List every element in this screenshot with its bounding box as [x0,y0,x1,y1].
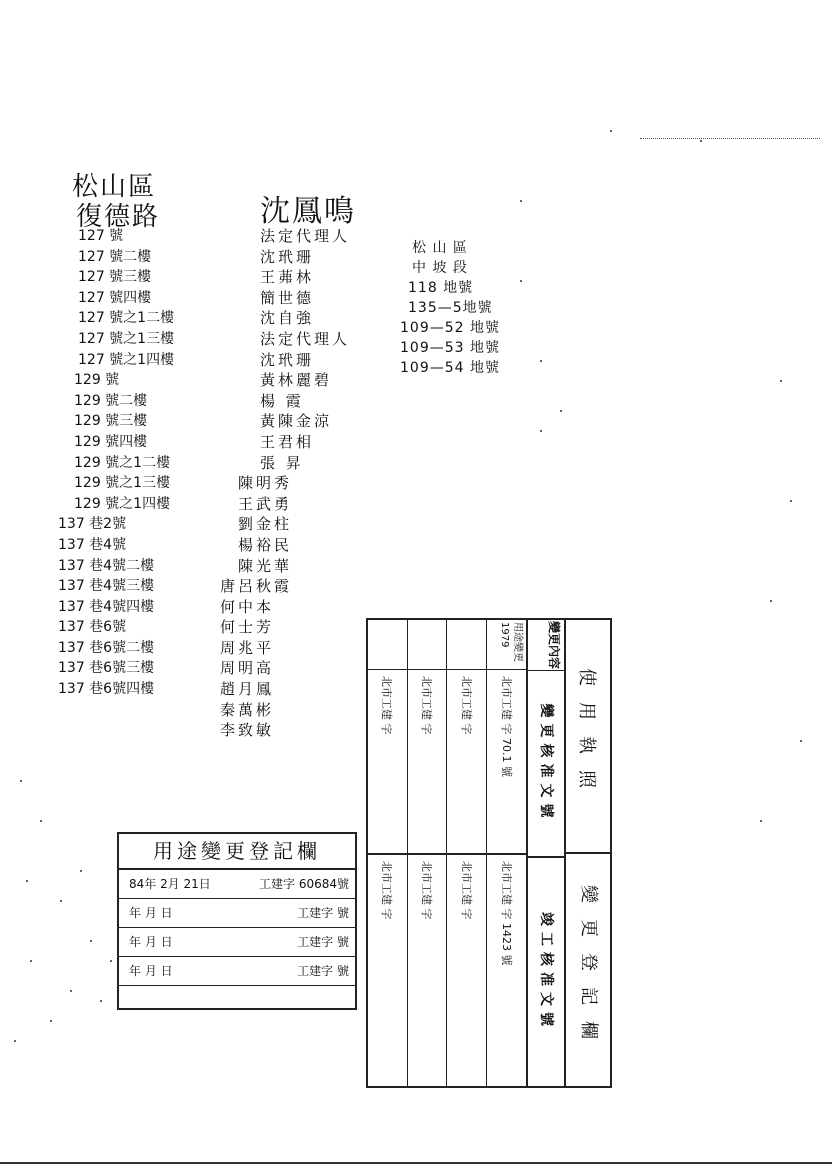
owner-entry: 王茀林 [260,268,315,287]
address-entry: 129 號之1二樓 [74,454,171,471]
address-entry: 127 號三樓 [78,269,152,286]
owner-entry: 王武勇 [238,494,293,513]
land-entry: 109—54 地號 [400,360,500,376]
land-entry: 118 地號 [408,280,474,296]
address-entry: 127 號二樓 [78,248,152,265]
usage-change-row [119,957,355,986]
owner-entry: 秦萬彬 [220,700,275,719]
scan-speck [540,430,542,432]
scan-speck [560,410,562,412]
usage-row-number: 工建字 號 [297,964,349,978]
scan-speck [50,1020,52,1022]
usage-row-date: 年 月 日 [129,935,173,949]
address-entry: 129 號之1三樓 [74,475,171,492]
license-row-approve: 北市工建 字 [408,670,447,855]
scan-speck [20,780,22,782]
land-entry: 109—52 地號 [400,320,500,336]
scan-speck [770,600,772,602]
scan-artifact-line [0,1162,832,1164]
scan-speck [80,870,82,872]
address-entry: 137 巷6號三樓 [58,660,155,677]
license-row-approve: 北市工建 字 [368,670,407,855]
owner-entry: 陳光華 [238,556,293,575]
license-row-complete: 北市工建 字 [420,861,434,920]
address-entry: 137 巷2號 [58,516,127,533]
usage-row-number: 工建字 號 [297,906,349,920]
owner-entry: 沈玳珊 [260,247,315,266]
owner-entry: 楊裕民 [238,535,293,554]
scan-speck [110,960,112,962]
address-entry: 127 號之1三樓 [78,330,175,347]
license-row-complete: 北市工建 字 1423 號 [499,861,513,966]
owner-entry: 張 昇 [260,453,304,472]
owner-entry: 何士芳 [220,618,275,637]
address-entry: 127 號之1二樓 [78,310,175,327]
land-entry: 中 坡 段 [412,260,468,276]
owner-entry: 周兆平 [220,638,275,657]
license-row [407,620,447,1086]
address-entry: 129 號之1四樓 [74,495,171,512]
land-entry: 135—5地號 [408,300,493,316]
scan-speck [70,990,72,992]
applicant-name: 沈鳳鳴 [260,194,356,229]
license-row-complete: 北市工建 字 [459,861,473,920]
license-row-content: 用途變更 1979 [487,620,526,670]
usage-row-date: 84年 2月 21日 [129,877,211,891]
scan-speck [520,200,522,202]
usage-change-row [119,899,355,928]
owner-entry: 法定代理人 [260,329,351,348]
owner-entry: 李致敏 [220,721,275,740]
usage-row-number: 工建字 號 [297,935,349,949]
address-entry: 137 巷4號二樓 [58,557,155,574]
license-change-register [366,618,612,1088]
scan-speck [520,280,522,282]
usage-row-date: 年 月 日 [129,906,173,920]
address-entry: 129 號 [74,372,120,389]
scan-speck [90,940,92,942]
col-complete-number: 竣工核准文號 [538,912,554,1032]
scan-speck [100,1000,102,1002]
owner-entry: 趙月鳳 [220,680,275,699]
scan-speck [540,360,542,362]
owner-entry: 楊 霞 [260,391,304,410]
land-entry: 松 山 區 [412,240,468,256]
address-entry: 127 號 [78,228,124,244]
road-heading: 復德路 [76,202,161,232]
address-entry: 129 號三樓 [74,413,148,430]
col-approve-number: 變更核准文號 [528,671,564,858]
address-entry: 127 號四樓 [78,289,152,306]
scan-speck [700,140,702,142]
owner-entry: 沈自強 [260,309,315,328]
address-entry: 127 號之1四樓 [78,351,175,368]
license-row [368,620,407,1086]
scan-speck [26,880,28,882]
address-entry: 137 巷6號 [58,619,127,636]
address-entry: 137 巷4號 [58,536,127,553]
scan-speck [14,1040,16,1042]
scan-speck [40,820,42,822]
owner-entry: 唐呂秋霞 [220,577,293,596]
owner-entry: 黃林麗碧 [260,371,333,390]
usage-change-register [117,832,357,1010]
address-entry: 137 巷6號四樓 [58,681,155,698]
license-row-complete: 北市工建 字 [380,861,394,920]
scan-speck [800,740,802,742]
scan-speck [30,960,32,962]
license-row-content [448,620,487,670]
owner-entry: 何中本 [220,597,275,616]
usage-change-title: 用途變更登記欄 [119,834,355,870]
owner-entry: 法定代理人 [260,227,351,245]
owner-entry: 黃陳金涼 [260,412,333,431]
owner-entry: 陳明秀 [238,474,293,493]
license-row [447,620,487,1086]
scan-speck [60,900,62,902]
owner-list [210,226,360,741]
col-change-content: 變更內容 [528,620,564,671]
scan-speck [760,820,762,822]
usage-change-row [119,928,355,957]
license-row-content [368,620,407,670]
address-entry: 137 巷4號三樓 [58,578,155,595]
license-header-right: 變更登記欄 [566,852,610,1086]
scan-speck [790,500,792,502]
license-row-approve: 北市工建 字 [448,670,487,855]
owner-entry: 沈玳珊 [260,350,315,369]
license-row-content [408,620,447,670]
district-heading: 松山區 [72,172,157,202]
usage-row-number: 工建字 60684號 [259,877,349,891]
license-header-left: 使用執照 [576,668,597,804]
scan-speck [780,380,782,382]
address-entry: 129 號四樓 [74,433,148,450]
owner-entry: 劉金柱 [238,515,293,534]
scan-speck [610,130,612,132]
land-entry: 109—53 地號 [400,340,500,356]
usage-change-row [119,870,355,899]
address-entry: 137 巷6號二樓 [58,639,155,656]
owner-entry: 王君相 [260,432,315,451]
usage-row-date: 年 月 日 [129,964,173,978]
owner-entry: 周明高 [220,659,275,678]
address-entry: 129 號二樓 [74,392,148,409]
land-list [400,238,500,378]
address-entry: 137 巷4號四樓 [58,598,155,615]
owner-entry: 簡世德 [260,288,315,307]
license-row-approve: 北市工建 字 70.1 號 [487,670,526,855]
scan-artifact-line [640,138,820,139]
license-row [486,620,526,1086]
